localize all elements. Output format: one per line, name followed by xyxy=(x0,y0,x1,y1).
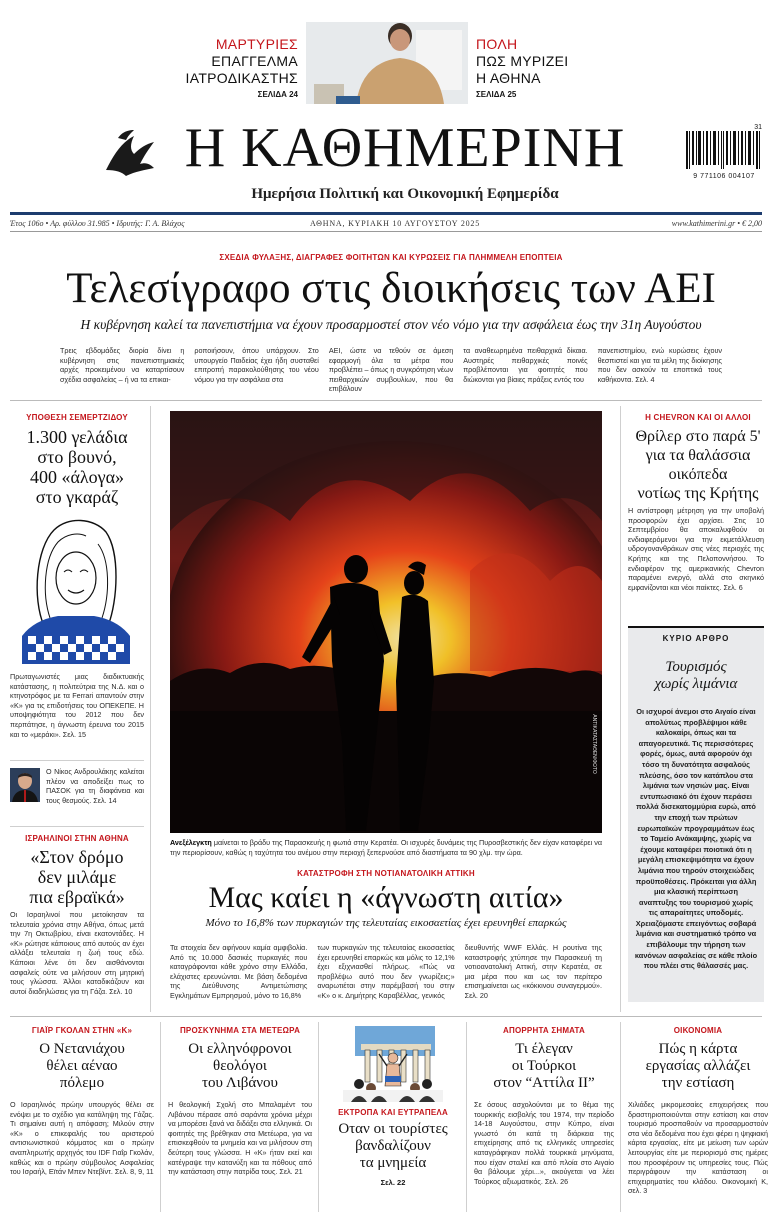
info-right: www.kathimerini.gr • € 2,00 xyxy=(671,219,762,228)
barcode xyxy=(686,124,762,178)
main-photo[interactable] xyxy=(170,411,602,833)
left-story1-headline[interactable] xyxy=(10,427,144,507)
left-story1-headline-l4: στο γκαράζ xyxy=(35,487,119,507)
fire-col-2: των πυρκαγιών της τελευταίας εικοσαετίας έχει ερευνηθεί επαρκώς και μόλις το 12,1% έχει εξιχνιασθεί πλήρως. «Πώς να προβλέψω αυτό που δεν γνωρίζεις;» αναρωτιέται στην παρέμβασή του στην «Κ» ο κ. Δημήτρης Καραβέλλας, γενικός xyxy=(317,943,455,1000)
info-rule-bottom xyxy=(10,231,762,232)
bottom-story-3[interactable] xyxy=(326,1024,460,1187)
bottom-5-headline-l3: την εστίαση xyxy=(661,1075,735,1091)
left-story2-avatar xyxy=(10,768,40,802)
left-story1-headline-l3: 400 «άλογα» xyxy=(29,467,125,487)
bottom-5-body: Χιλιάδες μικρομεσαίες επιχειρήσεις που δραστηριοποιούνται στην εστίαση και στον τουρισμό προσπαθούν να προσαρμοστούν στα νέα δεδομένα που έχει φέρει η ψηφιακή κάρτα εργασίας, είτε με μείωση των ωρών λειτουργίας είτε με περιορισμό στις ημέρες που προσφέρουν τις υπηρεσίες τους. Πώς περιγράφουν την κατάσταση οι επιχειρηματίες του κλάδου. Οικονομική Κ, σελ. 3 xyxy=(628,1100,768,1196)
editorial-kicker: ΚΥΡΙΟ ΑΡΘΡΟ xyxy=(662,634,730,643)
bottom-5-headline-l2: εργασίας αλλάζει xyxy=(645,1058,751,1074)
left-story1-body: Πρωταγωνιστές μιας διαδικτυακής κατάστασης, η πολιτεύτρια της Ν.Δ. και ο κτηνοτρόφος με τα Ferrari απαντούν στην «Κ» για τις επιδοτήσεις του ΟΠΕΚΕΠΕ. Η υποψηφιότητα του 2012 που δεν περπάτησε, η άγνωστη έρευνα του 2015 και το «μεράκι». Σελ. 15 xyxy=(10,672,144,739)
barcode-digits: 9 771106 004107 xyxy=(693,173,755,180)
divider-b4 xyxy=(620,1022,621,1212)
fire-photo-image xyxy=(170,411,602,833)
divider-b1 xyxy=(160,1022,161,1212)
editorial-headline-l1: Τουρισμός xyxy=(665,659,727,675)
bottom-story-5[interactable] xyxy=(628,1026,768,1196)
bottom-1-headline xyxy=(10,1041,154,1092)
editorial-box[interactable] xyxy=(628,626,764,1002)
teaser-right-page: ΣΕΛΙΔΑ 25 xyxy=(476,90,517,99)
fire-col-3: διευθυντής WWF Ελλάς. Η ρουτίνα της καταστροφής χτύπησε την Παρασκευή τη νοτιοανατολική Αττική, στην Κερατέα, σε μια μέρα που και ως τον περίτερο επισημαίνεται ως «κόκκινου συναγερμού». Σελ. 20 xyxy=(464,943,602,1000)
photo-credit: ΑΝΤΙΚΑΤΑΣΤΑΘΕΝ/ΦΩΤΟ xyxy=(591,714,598,774)
bottom-1-kicker: ΓΙΑΪΡ ΓΚΟΛΑΝ ΣΤΗΝ «Κ» xyxy=(31,1026,133,1035)
editorial-headline xyxy=(628,659,764,693)
info-left: Έτος 106ο • Αρ. φύλλου 31.985 • Ιδρυτής: Γ. Α. Βλάχος xyxy=(10,219,185,228)
teaser-left-kicker: ΜΑΡΤΥΡΙΕΣ xyxy=(215,36,298,52)
lead-columns xyxy=(60,346,722,392)
bottom-3-headline-l1: Οταν οι τουρίστες xyxy=(338,1121,448,1137)
right-story1-kicker: Η CHEVRON ΚΑΙ ΟΙ ΑΛΛΟΙ xyxy=(645,413,751,422)
bottom-4-body: Σε όσους ασχολούνται με το θέμα της τουρκικής εισβολής του 1974, την περίοδο 14-18 Αυγούστου, στην Κύπρο, είναι γνωστό ότι κατά τη διάρκεια της επιχείρησης από τις ελληνικές υπηρεσίες καταγράφηκαν πολλά τουρκικά μηνύματα, που είχαν σταλεί και από πλοία στο Αιγαίο θα βάλουμε χέρι...», ακούγεται να λέει Τούρκος αξιωματικός. Σελ. 26 xyxy=(474,1100,614,1186)
bottom-2-headline-l3: του Λιβάνου xyxy=(202,1075,278,1091)
bottom-2-headline xyxy=(168,1041,312,1092)
left-story1-kicker: ΥΠΟΘΕΣΗ ΣΕΜΕΡΤΖΙΔΟΥ xyxy=(26,413,128,422)
divider-b2 xyxy=(318,1022,319,1212)
divider-lead xyxy=(10,400,762,401)
left-story3-headline[interactable] xyxy=(10,847,144,907)
bottom-4-headline-l2: οι Τούρκοι xyxy=(511,1058,577,1074)
right-story1-headline[interactable] xyxy=(626,427,770,503)
divider-left-1 xyxy=(10,760,144,761)
right-story1-headline-l3: οικόπεδα xyxy=(668,466,728,483)
right-story1-body: Η αντίστροφη μέτρηση για την υποβολή προσφορών έχει αρχίσει. Στις 10 Σεπτεμβρίου θα αποκαλυφθούν οι ενδιαφερόμενοι για την εκμετάλλευση υδρογονανθράκων στις νέες περιοχές της Κρήτης και της Πελοποννήσου. Το ενδιαφέρον της αμερικανικής Chevron παραμένει ενεργό, αλλά στο σκηνικό εμφανίζονται και νέοι παίκτες. Σελ. 6 xyxy=(628,506,764,592)
bottom-3-headline-l2: βανδαλίζουν xyxy=(355,1138,431,1154)
divider-b3 xyxy=(466,1022,467,1212)
teaser-left[interactable] xyxy=(168,36,298,99)
teaser-right-line3: Η ΑΘΗΝΑ xyxy=(476,70,541,86)
barcode-top: 31 xyxy=(754,124,762,131)
lead-col-5: πανεπιστημίου, ενώ κυρώσεις έχουν θεσπιστεί και για τα μέλη της διοίκησης που δεν ασκούν τα εποπτικά τους καθήκοντα. Σελ. 4 xyxy=(597,346,723,384)
bottom-story-2[interactable] xyxy=(168,1026,312,1177)
bottom-1-headline-l2: θέλει αέναο xyxy=(46,1058,118,1074)
left-story2-body: Ο Νίκος Ανδρουλάκης καλείται πλέον να αποδείξει πως το ΠΑΣΟΚ για τη διαφάνεια και τους θεσμούς. Σελ. 14 xyxy=(46,767,144,805)
bottom-5-headline-l1: Πώς η κάρτα xyxy=(658,1041,738,1057)
bottom-story-4[interactable] xyxy=(474,1026,614,1186)
bottom-3-kicker: ΕΚΤΡΟΠΑ ΚΑΙ ΕΥΤΡΑΠΕΛΑ xyxy=(338,1108,448,1117)
bottom-4-headline-l3: στον “Αττίλα ΙΙ” xyxy=(493,1075,595,1091)
masthead-tagline: Ημερήσια Πολιτική και Οικονομική Εφημερίδα xyxy=(251,186,559,202)
teaser-photo xyxy=(306,22,468,104)
editorial-headline-l2: χωρίς λιμάνια xyxy=(654,676,738,692)
teaser-left-line2: ΕΠΑΓΓΕΛΜΑ xyxy=(211,53,298,69)
teaser-photo-person xyxy=(306,22,468,104)
bottom-1-body: Ο Ισραηλινός πρώην υπουργός θέλει σε ενόψει με το σχέδιο για κατάληψη της Γάζας. Τι σημαίνει αυτή η απόφαση; Μιλούν στην «Κ» ο επικεφαλής του αριστερού αντισιωνιστικού κόμματος και ο πρώην αναπληρωτής αρχηγός του IDF Γιαΐρ Γκολάν, καθώς και ο πρώην σύμβουλος Ασφαλείας του Ισραήλ, Εϊτάν Μπεν Ντεβίντ. Σελ. 8, 9, 11 xyxy=(10,1100,154,1177)
left-story3-headline-l1: «Στον δρόμο xyxy=(30,847,124,867)
lead-col-4: τα αναθεωρημένα πειθαρχικά δίκαια. Αυστηρές πειθαρχικές ποινές προβλέπονται για φοιτητές που διώκονται για βίαιες πράξεις εντός του xyxy=(463,346,588,384)
lead-col-3: ΑΕΙ, ώστε να τεθούν σε άμεση εφαρμογή όλα τα μέτρα που προβλέπει – όπως η συγκρότηση νέων πειθαρχικών συμβουλίων, που θα επιβάλουν xyxy=(328,346,454,394)
left-story3-kicker: ΙΣΡΑΗΛΙΝΟΙ ΣΤΗΝ ΑΘΗΝΑ xyxy=(25,834,129,843)
masthead-title: Η ΚΑΘΗΜΕΡΙΝΗ xyxy=(184,117,626,179)
divider-bottom xyxy=(10,1016,762,1017)
fire-col-1: Τα στοιχεία δεν αφήνουν καμία αμφιβολία. Από τις 10.000 δασικές πυρκαγιές που καταγράφονται κάθε χρόνο στην Ελλάδα, ελάχιστες ερευνώνται. Με βάση δεδομένα της Διεύθυνσης Αντιμετώπισης Εγκλημάτων Εμπρησμού, μόνο το 16,8% xyxy=(170,943,308,1000)
masthead-rule xyxy=(10,212,762,215)
fire-subhead: Μόνο το 16,8% των πυρκαγιών της τελευταίας εικοσαετίας έχει ερευνηθεί επαρκώς xyxy=(205,917,567,929)
bottom-1-headline-l1: Ο Νετανιάχου xyxy=(39,1041,125,1057)
left-story1-headline-l2: στο βουνό, xyxy=(37,447,117,467)
bottom-1-headline-l3: πόλεμο xyxy=(59,1075,105,1091)
left-story3-headline-l2: δεν μιλάμε xyxy=(37,867,117,887)
left-story3-headline-l3: πια εβραϊκά» xyxy=(29,887,125,907)
lead-headline[interactable]: Τελεσίγραφο στις διοικήσεις των ΑΕΙ xyxy=(66,265,716,312)
right-story1-headline-l4: νοτίως της Κρήτης xyxy=(637,485,759,502)
bottom-3-page: Σελ. 22 xyxy=(380,1178,406,1187)
fire-headline[interactable]: Μας καίει η «άγνωστη αιτία» xyxy=(208,881,564,914)
divider-right xyxy=(620,406,621,1012)
photo-caption-text: μαίνεται το βράδυ της Παρασκευής η φωτιά στην Κερατέα. Οι ισχυρές δυνάμεις της Πυροσβεστικής δεν είχαν καταφέρει να την περιορίσουν, καθώς η ταχύτητα του ανέμου στην περιοχή ξεπερνούσε από διαστήματα τα 90 χλμ. την ώρα. xyxy=(170,838,602,857)
teaser-left-page: ΣΕΛΙΔΑ 24 xyxy=(257,90,298,99)
bottom-2-headline-l2: θεολόγοι xyxy=(213,1058,267,1074)
fire-kicker: ΚΑΤΑΣΤΡΟΦΗ ΣΤΗ ΝΟΤΙΑΝΑΤΟΛΙΚΗ ΑΤΤΙΚΗ xyxy=(297,869,475,878)
bottom-4-headline-l1: Τι έλεγαν xyxy=(515,1041,573,1057)
divider-left-2 xyxy=(10,826,144,827)
bottom-4-headline xyxy=(474,1041,614,1092)
editorial-body: Οι ισχυροί άνεμοι στο Αιγαίο είναι απολύτως προβλέψιμοι κάθε καλοκαίρι, όπως και τα απαγορευτικά. Τις περισσότερες φορές, όμως, αυτά αφορούν όχι τόσο τη δυνατότητα ασφαλούς πλεύσης, όσο τον κατάπλου στα λιμάνια των νησιών μας. Είναι εντυπωσιακό ότι έχουν περάσει πολλά δισεκατομμύρια ευρώ, από την εποχή των πρώτων ευρωπαϊκών προγραμμάτων έως το Ταμείο Ανάκαμψης, χωρίς να έχουμε καταφέρει ποιοτικά ότι η μεγάλη επισκεψιμότητα να έχουν λιμάνια που τηρούν στοιχειώδεις προϋποθέσεις. Πρόκειται για άλλη μια κλασική περίπτωση αναπτυξης του τουρισμού χωρίς τις απαραίτητες υποδομές. Χρειαζόμαστε επειγόντως σοβαρά λιμάνια και συστηματικό τρόπο να επιβάλουμε την τήρηση των κανόνων ασφαλείας σε κάθε πλοίο που πλέει στις θάλασσές μας. xyxy=(634,707,758,971)
bottom-5-kicker: ΟΙΚΟΝΟΜΙΑ xyxy=(673,1026,723,1035)
teaser-right[interactable] xyxy=(476,36,606,99)
bottom-3-illustration xyxy=(343,1024,443,1102)
right-story1-headline-l1: Θρίλερ στο παρά 5' xyxy=(635,428,761,445)
bottom-story-1[interactable] xyxy=(10,1026,154,1177)
divider-left xyxy=(150,406,151,1012)
lead-col-2: ροποιήσουν, όπου υπάρχουν. Στο υπουργείο Παιδείας έχει ήδη συσταθεί επιτροπή παρακολούθησης του νέου νόμου για την ασφάλεια στα xyxy=(194,346,319,384)
bottom-4-kicker: ΑΠΟΡΡΗΤΑ ΣΗΜΑΤΑ xyxy=(503,1026,585,1035)
right-story1-headline-l2: για τα θαλάσσια xyxy=(645,447,751,464)
teaser-left-line3: ΙΑΤΡΟΔΙΚΑΣΤΗΣ xyxy=(185,70,298,86)
lead-col-1: Τρεις εβδομάδες διορία δίνει η κυβέρνηση στις πανεπιστημιακές αρχές προκειμένου να καταρτίσουν σχέδια ασφαλείας – ή να τα επικαι- xyxy=(60,346,185,384)
bottom-2-headline-l1: Οι ελληνόφρονοι xyxy=(188,1041,292,1057)
info-date: ΑΘΗΝΑ, ΚΥΡΙΑΚΗ 10 ΑΥΓΟΥΣΤΟΥ 2025 xyxy=(309,219,481,228)
teaser-right-line2: ΠΩΣ ΜΥΡΙΖΕΙ xyxy=(476,53,569,69)
photo-caption xyxy=(170,838,602,857)
bottom-2-kicker: ΠΡΟΣΚΥΝΗΜΑ ΣΤΑ ΜΕΤΕΩΡΑ xyxy=(179,1026,301,1035)
bottom-5-headline xyxy=(628,1041,768,1092)
bottom-2-body: Η θεολογική Σχολή στο Μπαλαμέντ του Λιβάνου πέρασε από σαράντα χρόνια μέχρι να μπορέσει ξανά να διδάξει στα ελληνικά. Οι φοιτητές της βρέθηκαν στα Μετέωρα, για να επισκεφθούν τα μνημεία και να μιλήσουν στη δεύτερη τους γλώσσα. Η «Κ» ήταν εκεί και κατέγραψε την κατανύξη και τα πόθους από την κατάσταση στην πατρίδα τους. Σελ. 21 xyxy=(168,1100,312,1177)
fire-columns xyxy=(170,943,602,1001)
lead-kicker: ΣΧΕΔΙΑ ΦΥΛΑΞΗΣ, ΔΙΑΓΡΑΦΕΣ ΦΟΙΤΗΤΩΝ ΚΑΙ ΚΥΡΩΣΕΙΣ ΓΙΑ ΠΛΗΜΜΕΛΗ ΕΠΟΠΤΕΙΑ xyxy=(219,253,563,262)
left-story1-headline-l1: 1.300 γελάδια xyxy=(26,427,128,447)
lead-subhead: Η κυβέρνηση καλεί τα πανεπιστήμια να έχουν προσαρμοστεί στον νέο νόμο για την ασφάλεια έως την 31η Αυγούστου xyxy=(80,317,702,332)
barcode-icon xyxy=(686,131,762,169)
masthead-logo-icon xyxy=(100,124,158,180)
bottom-3-headline-l3: τα μνημεία xyxy=(359,1155,427,1171)
teaser-right-kicker: ΠΟΛΗ xyxy=(476,36,518,52)
photo-caption-lead: Ανεξέλεγκτη xyxy=(170,838,212,847)
left-story1-illustration xyxy=(14,508,138,664)
left-story3-body: Οι Ισραηλινοί που μετοίκησαν τα τελευταία χρόνια στην Αθήνα, όπως μετά την 7η Οκτωβρίου, είναι εκατοντάδες. Η «Κ» ρώτησε κάποιους από αυτούς αν έχει αλλάξει τελευταία η ζωή τους εδώ. Κάποιοι λένε ότι δεν αισθάνονται ασφαλείς ούτε να μιλήσουν στη μητρική τους γλώσσα. Άλλοι καταδικάζουν και αυτοί διαδηλώσεις για τη Γάζα. Σελ. 10 xyxy=(10,910,144,996)
bottom-3-headline xyxy=(326,1121,460,1172)
